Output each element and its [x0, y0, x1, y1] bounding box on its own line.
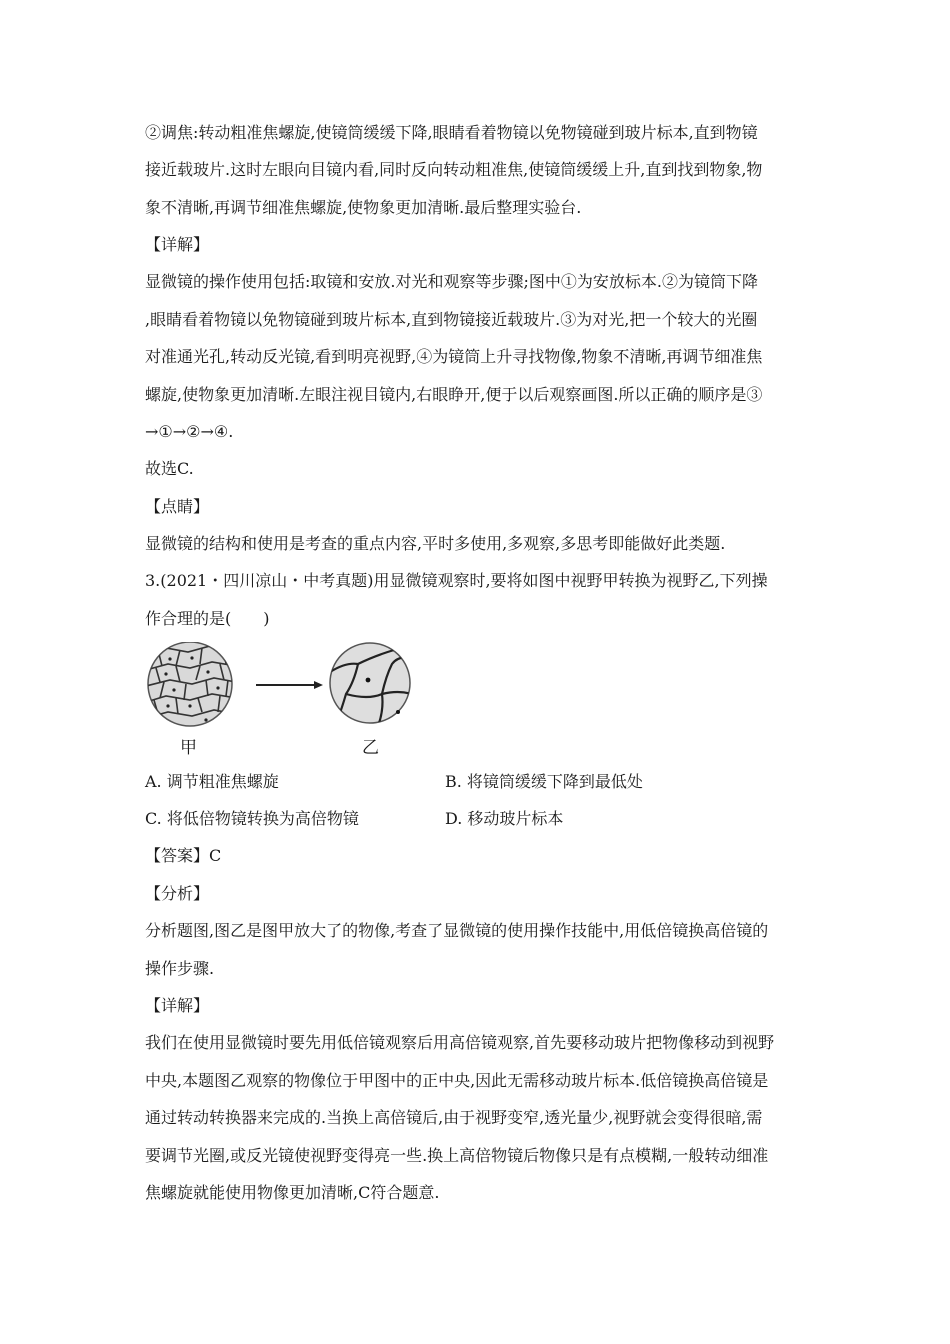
section-heading-comment: 【点睛】: [145, 497, 210, 516]
option-a: A. 调节粗准焦螺旋: [145, 772, 279, 791]
figure-label-jia: 甲: [180, 738, 197, 758]
option-c: C. 将低倍物镜转换为高倍物镜: [145, 809, 359, 828]
figure-label-yi: 乙: [362, 738, 379, 758]
text-line: →①→②→④.: [145, 422, 234, 441]
text-line: 中央,本题图乙观察的物像位于甲图中的正中央,因此无需移动玻片标本.低倍镜换高倍镜是: [145, 1071, 769, 1090]
option-b: B. 将镜筒缓缓下降到最低处: [445, 772, 643, 791]
text-line: 故选C.: [145, 459, 194, 478]
text-line: 对准通光孔,转动反光镜,看到明亮视野,④为镜筒上升寻找物像,物象不清晰,再调节细准焦: [145, 347, 763, 366]
text-line: 焦螺旋就能使用物像更加清晰,C符合题意.: [145, 1183, 440, 1202]
text-line: 接近载玻片.这时左眼向目镜内看,同时反向转动粗准焦,使镜筒缓缓上升,直到找到物象,物: [145, 160, 763, 179]
field-of-view-yi-image: [330, 643, 412, 726]
text-line: 显微镜的结构和使用是考查的重点内容,平时多使用,多观察,多思考即能做好此类题.: [145, 534, 726, 553]
microscope-field-figure: [146, 642, 416, 732]
section-heading-detail: 【详解】: [145, 996, 210, 1015]
section-heading-analysis: 【分析】: [145, 884, 210, 903]
text-line: 操作步骤.: [145, 959, 215, 978]
text-line: 显微镜的操作使用包括:取镜和安放.对光和观察等步骤;图中①为安放标本.②为镜筒下降: [145, 272, 758, 291]
text-line: 通过转动转换器来完成的.当换上高倍镜后,由于视野变窄,透光量少,视野就会变得很暗,需: [145, 1108, 763, 1127]
text-line: ,眼睛看着物镜以免物镜碰到玻片标本,直到物镜接近载玻片.③为对光,把一个较大的光圈: [145, 310, 758, 329]
text-line: 我们在使用显微镜时要先用低倍镜观察后用高倍镜观察,首先要移动玻片把物像移动到视野: [145, 1033, 775, 1052]
arrow-icon: [256, 681, 323, 689]
text-line: ②调焦:转动粗准焦螺旋,使镜筒缓缓下降,眼睛看着物镜以免物镜碰到玻片标本,直到物镜: [145, 123, 758, 142]
question-stem: 作合理的是( ): [145, 609, 270, 628]
question-stem: 3.(2021・四川凉山・中考真题)用显微镜观察时,要将如图中视野甲转换为视野乙,下列操: [145, 571, 768, 590]
answer-line: 【答案】C: [145, 846, 222, 865]
text-line: 分析题图,图乙是图甲放大了的物像,考查了显微镜的使用操作技能中,用低倍镜换高倍镜的: [145, 921, 769, 940]
section-heading-detail: 【详解】: [145, 235, 210, 254]
field-of-view-jia-image: [146, 642, 236, 726]
option-d: D. 移动玻片标本: [445, 809, 564, 828]
text-line: 螺旋,使物象更加清晰.左眼注视目镜内,右眼睁开,便于以后观察画图.所以正确的顺序是③: [145, 385, 763, 404]
text-line: 要调节光圈,或反光镜使视野变得亮一些.换上高倍物镜后物像只是有点模糊,一般转动细准: [145, 1146, 769, 1165]
text-line: 象不清晰,再调节细准焦螺旋,使物象更加清晰.最后整理实验台.: [145, 198, 582, 217]
